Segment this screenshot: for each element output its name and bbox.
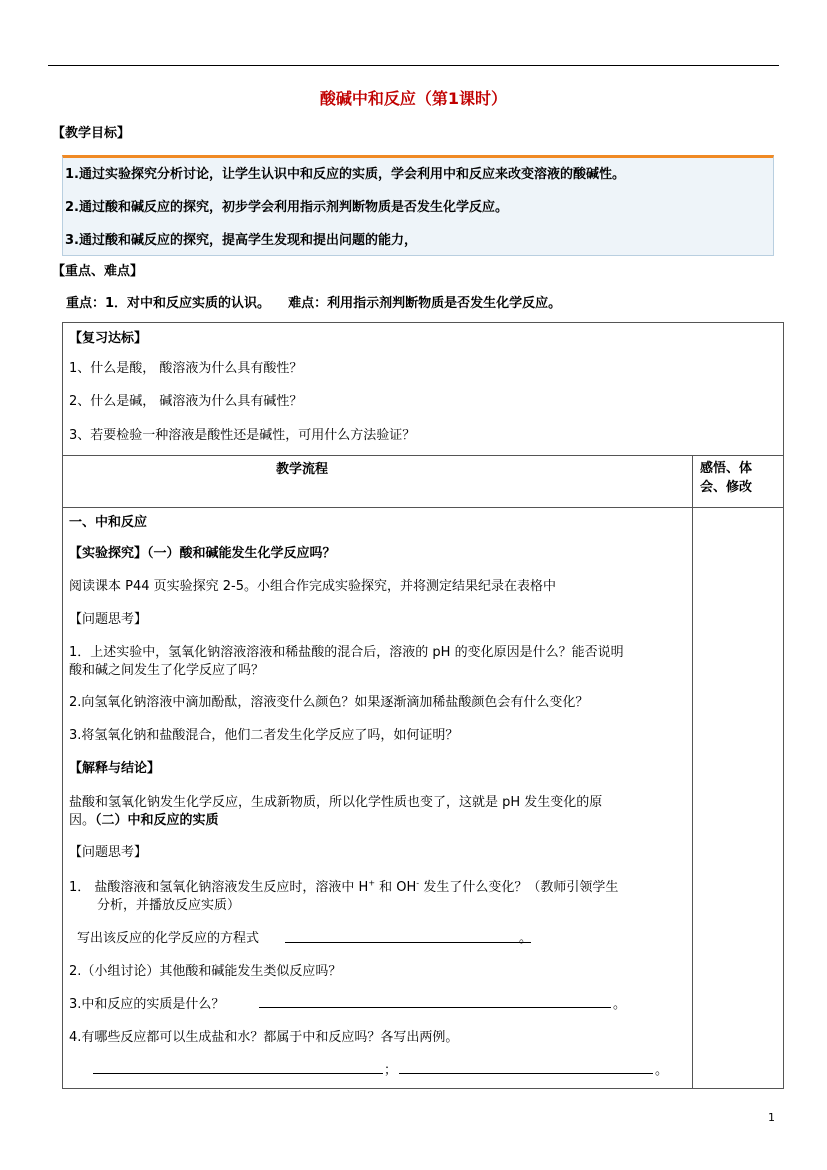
- table-row-divider: [63, 507, 783, 508]
- notes-column-header: 会、修改: [700, 480, 753, 495]
- flow-column-header: 教学流程: [276, 462, 329, 477]
- answer-blank[interactable]: [399, 1073, 653, 1074]
- question-text: 2.向氢氧化钠溶液中滴加酚酞，溶液变什么颜色？如果逐渐滴加稀盐酸颜色会有什么变化？: [69, 695, 589, 710]
- question-text: 分析，并播放反应实质）: [97, 898, 241, 913]
- explain-text: [69, 809, 219, 828]
- question-text: 酸和碱之间发生了化学反应了吗？: [69, 663, 265, 678]
- notes-column-header: 感悟、体: [700, 461, 753, 476]
- header-rule: [48, 65, 779, 66]
- answer-blank[interactable]: [259, 1007, 611, 1008]
- page-number: 1: [768, 1111, 775, 1124]
- separator: ；: [384, 1063, 398, 1078]
- explain-text-tail: 因。: [69, 813, 96, 828]
- question-text-part: 发生了什么变化？（教师引领学生: [419, 880, 619, 895]
- sentence-end: 。: [655, 1063, 669, 1078]
- superscript: -: [416, 878, 420, 888]
- question-text: [69, 876, 618, 895]
- question-heading: 【问题思考】: [69, 612, 148, 627]
- answer-blank[interactable]: [93, 1073, 383, 1074]
- answer-blank[interactable]: [285, 942, 531, 943]
- objective-item: 1.通过实验探究分析讨论，让学生认识中和反应的实质，学会利用中和反应来改变溶液的酸碱性。: [65, 167, 625, 182]
- objectives-heading: 【教学目标】: [52, 126, 131, 141]
- experiment-text: 阅读课本 P44 页实验探究 2-5。小组合作完成实验探究，并将测定结果纪录在表格中: [69, 579, 557, 594]
- superscript: +: [368, 878, 376, 888]
- lesson-table: [62, 322, 784, 1089]
- review-item: 2、什么是碱， 碱溶液为什么具有碱性？: [69, 394, 303, 409]
- sentence-end: 。: [519, 931, 533, 946]
- question-text: 3.将氢氧化钠和盐酸混合，他们二者发生化学反应了吗，如何证明？: [69, 728, 459, 743]
- question-text-part: 1． 盐酸溶液和氢氧化钠溶液发生反应时，溶液中 H: [69, 880, 369, 895]
- sentence-end: 。: [613, 997, 627, 1012]
- explain-heading: 【解释与结论】: [69, 761, 161, 776]
- section-heading: （二）中和反应的实质: [95, 813, 219, 828]
- experiment-heading: 【实验探究】（一）酸和碱能发生化学反应吗？: [69, 546, 336, 561]
- page-title: 酸碱中和反应（第1课时）: [319, 89, 508, 108]
- table-column-divider: [692, 455, 693, 1088]
- question-text: 4.有哪些反应都可以生成盐和水？都属于中和反应吗？各写出两例。: [69, 1030, 459, 1045]
- equation-prompt: 写出该反应的化学反应的方程式: [77, 931, 260, 946]
- key-points-heading: 【重点、难点】: [52, 264, 144, 279]
- table-row-divider: [63, 455, 783, 456]
- question-text: 1．上述实验中，氢氧化钠溶液溶液和稀盐酸的混合后，溶液的 pH 的变化原因是什么？能否说明: [69, 645, 624, 660]
- question-text: 2.（小组讨论）其他酸和碱能发生类似反应吗？: [69, 964, 342, 979]
- section-heading: 一、中和反应: [69, 515, 148, 530]
- key-points-text: 重点：1．对中和反应实质的认识。 难点：利用指示剂判断物质是否发生化学反应。: [66, 296, 562, 311]
- review-heading: 【复习达标】: [69, 331, 148, 346]
- question-heading: 【问题思考】: [69, 845, 148, 860]
- objectives-box: [62, 155, 774, 256]
- question-text: 3.中和反应的实质是什么？: [69, 997, 225, 1012]
- review-item: 1、什么是酸， 酸溶液为什么具有酸性？: [69, 361, 303, 376]
- objective-item: 3.通过酸和碱反应的探究，提高学生发现和提出问题的能力，: [65, 233, 417, 248]
- objective-item: 2.通过酸和碱反应的探究，初步学会利用指示剂判断物质是否发生化学反应。: [65, 200, 508, 215]
- explain-text: 盐酸和氢氧化钠发生化学反应，生成新物质，所以化学性质也变了，这就是 pH 发生变化的原: [69, 795, 603, 810]
- question-text-part: 和 OH: [375, 880, 417, 895]
- review-item: 3、若要检验一种溶液是酸性还是碱性，可用什么方法验证？: [69, 428, 416, 443]
